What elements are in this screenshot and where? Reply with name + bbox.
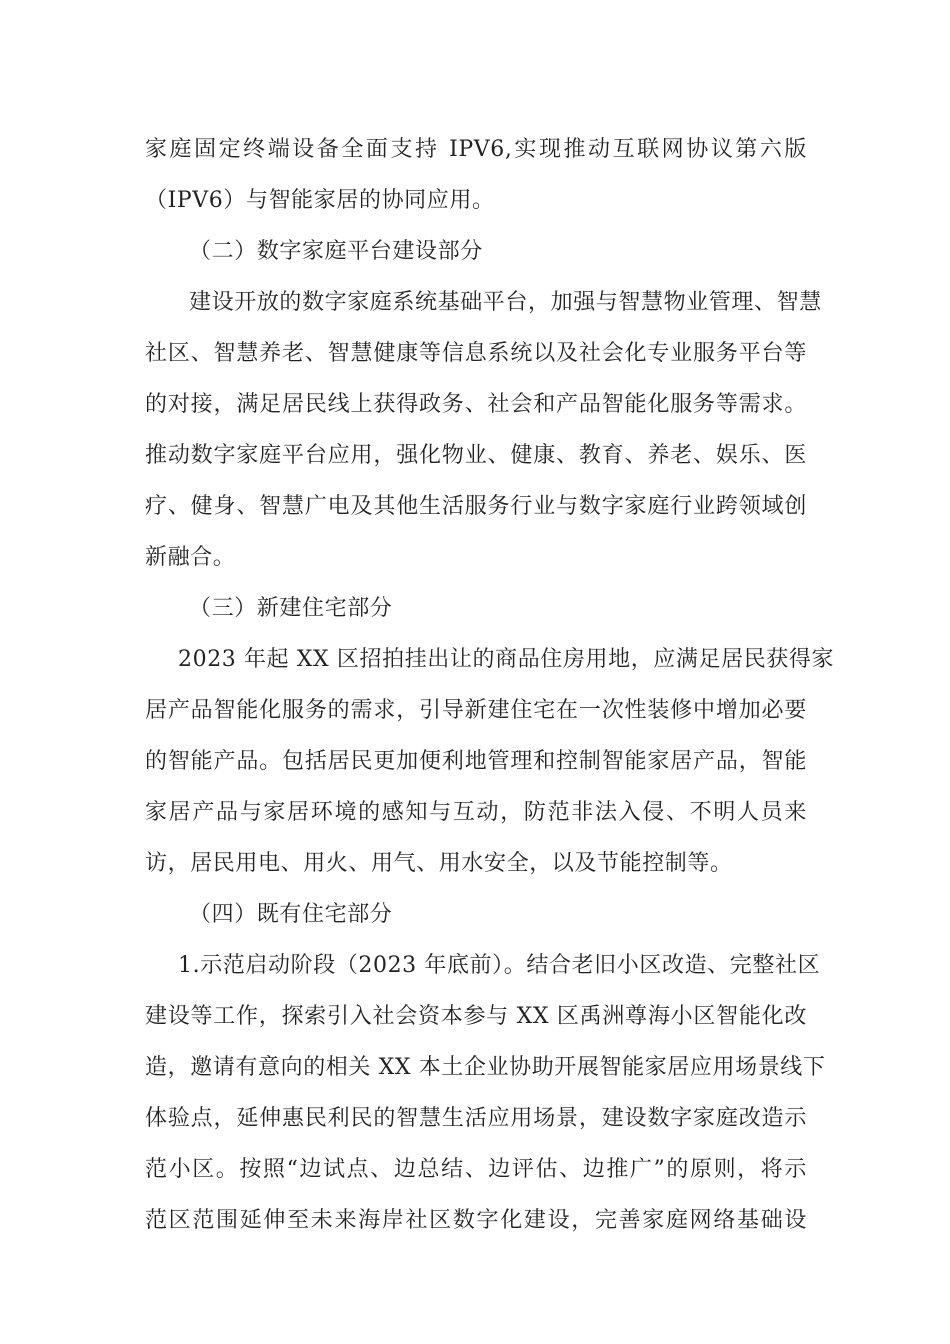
paragraph-ipv6-support [145, 124, 807, 226]
text-line: 建设等工作，探索引入社会资本参与 XX 区禹洲尊海小区智能化改 [145, 1004, 807, 1029]
section-heading-existing-housing [145, 889, 807, 940]
heading-text: （三）新建住宅部分 [189, 596, 393, 621]
text-line: 疗、健身、智慧广电及其他生活服务行业与数字家庭行业跨领域创 [145, 494, 807, 519]
text-line: （IPV6）与智能家居的协同应用。 [145, 188, 495, 213]
text-line: 社区、智慧养老、智慧健康等信息系统以及社会化专业服务平台等 [145, 341, 807, 366]
text-line: 的对接，满足居民线上获得政务、社会和产品智能化服务等需求。 [145, 392, 807, 417]
text-line: 居产品智能化服务的需求，引导新建住宅在一次性装修中增加必要 [145, 698, 807, 723]
text-line: 家居产品与家居环境的感知与互动，防范非法入侵、不明人员来 [145, 800, 807, 825]
text-line: 推动数字家庭平台应用，强化物业、健康、教育、养老、娱乐、医 [145, 443, 807, 468]
text-line: 的智能产品。包括居民更加便利地管理和控制智能家居产品，智能 [145, 749, 807, 774]
text-line: 造，邀请有意向的相关 XX 本土企业协助开展智能家居应用场景线下 [145, 1055, 826, 1080]
text-line: 访，居民用电、用火、用气、用水安全，以及节能控制等。 [145, 851, 733, 876]
paragraph-new-housing [145, 634, 835, 889]
text-line: 体验点，延伸惠民利民的智慧生活应用场景，建设数字家庭改造示 [145, 1106, 807, 1131]
text-line: 建设开放的数字家庭系统基础平台，加强与智慧物业管理、智慧 [189, 290, 822, 315]
text-line: 家庭固定终端设备全面支持 IPV6,实现推动互联网协议第六版 [145, 137, 807, 162]
section-heading-new-housing [145, 583, 807, 634]
text-line: 新融合。 [145, 545, 236, 570]
document-body [145, 124, 835, 1246]
text-line: 范区范围延伸至未来海岸社区数字化建设，完善家庭网络基础设 [145, 1208, 807, 1233]
text-line: 2023 年起 XX 区招拍挂出让的商品住房用地，应满足居民获得家 [178, 647, 835, 672]
text-line: 1.示范启动阶段（2023 年底前）。结合老旧小区改造、完整社区 [178, 953, 821, 978]
section-heading-digital-platform [145, 226, 807, 277]
paragraph-digital-platform [145, 277, 822, 583]
text-line: 范小区。按照“边试点、边总结、边评估、边推广”的原则，将示 [145, 1157, 807, 1182]
heading-text: （二）数字家庭平台建设部分 [189, 239, 483, 264]
heading-text: （四）既有住宅部分 [189, 902, 393, 927]
paragraph-existing-housing [145, 940, 826, 1246]
